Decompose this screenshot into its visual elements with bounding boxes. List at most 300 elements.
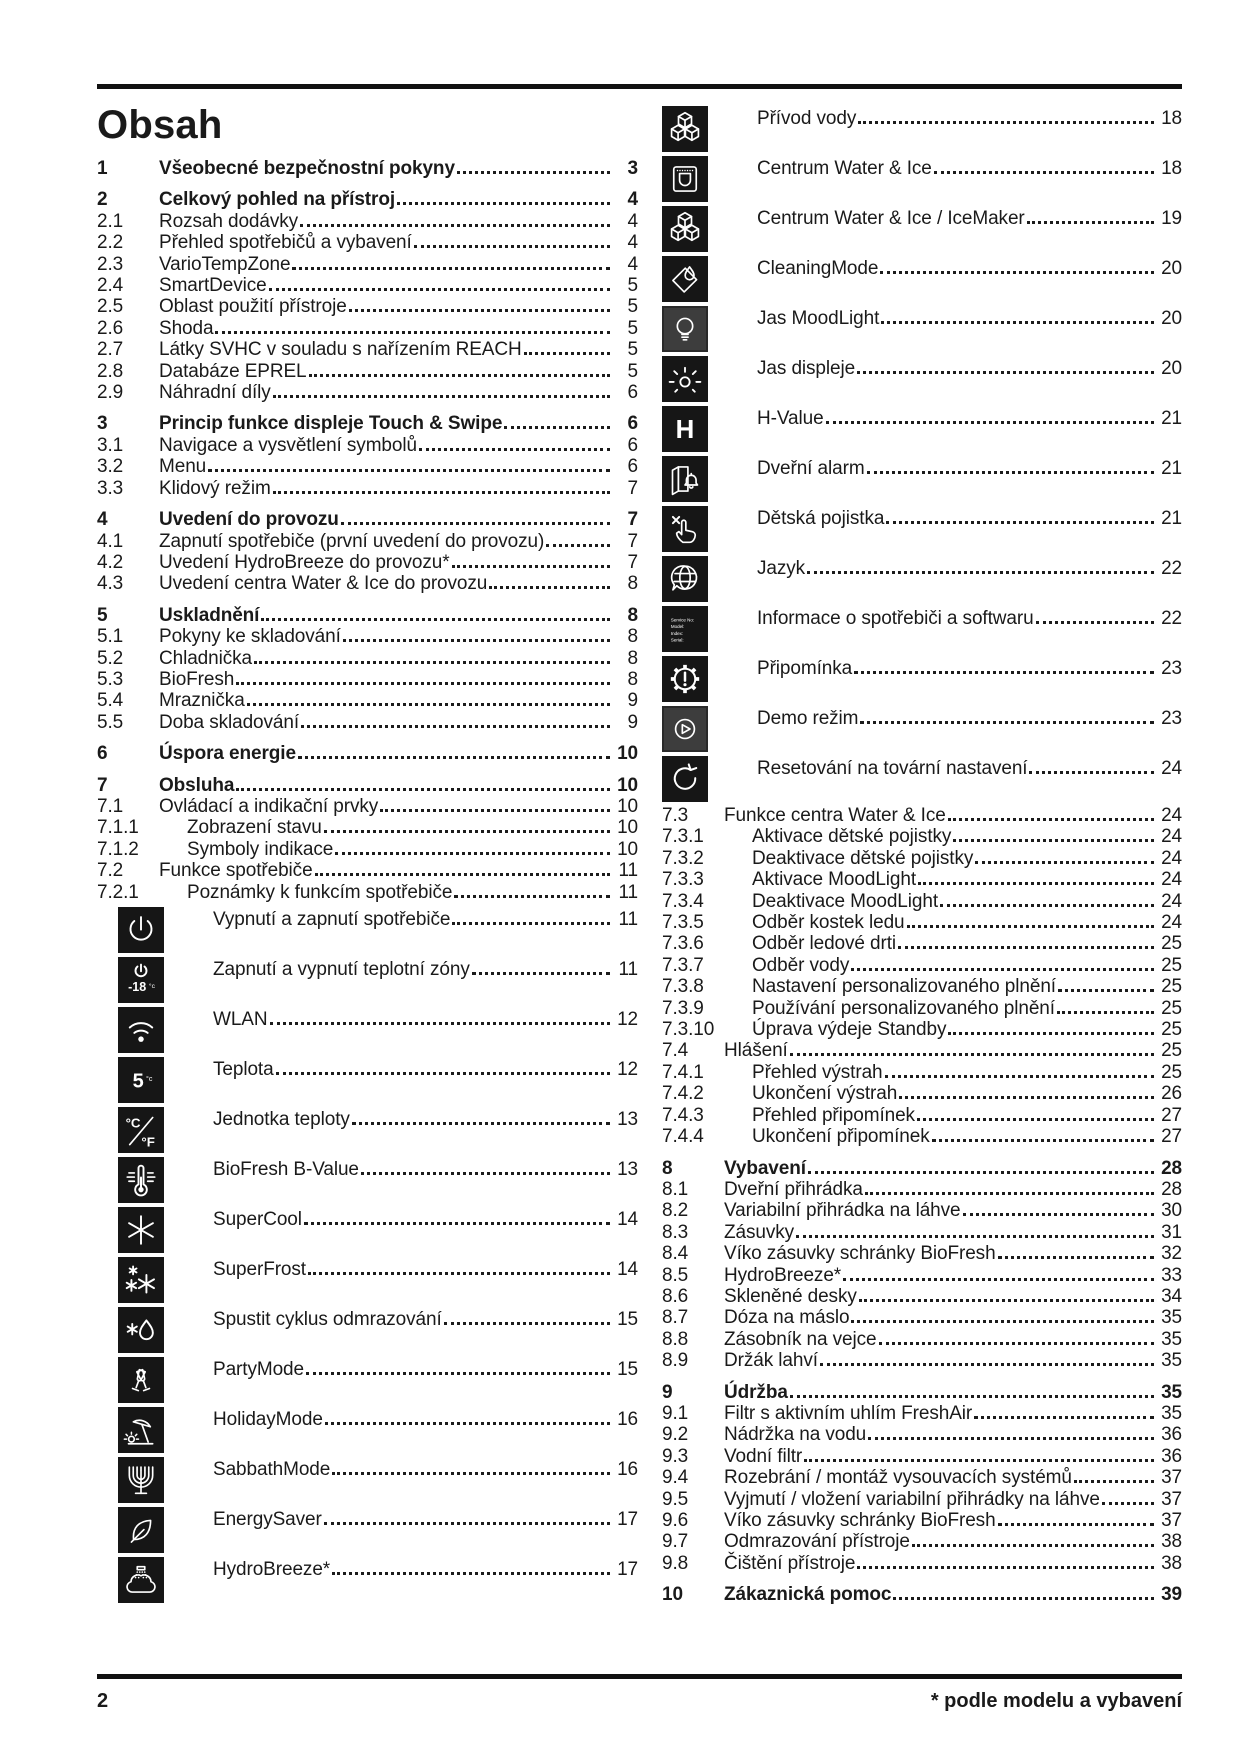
toc-section-row[interactable] (662, 1382, 1182, 1403)
toc-label: Nádržka na vodu (724, 1424, 867, 1446)
toc-icon-row[interactable] (97, 1007, 638, 1053)
toc-entry-row[interactable] (97, 860, 638, 881)
toc-section-number: 7.4 (662, 1040, 689, 1062)
toc-label: Úprava výdeje Standby (752, 1019, 947, 1041)
language-icon (662, 556, 708, 602)
toc-leader-dots (808, 1171, 1154, 1174)
toc-page-number: 10 (617, 838, 638, 860)
toc-page-number: 8 (627, 604, 638, 626)
toc-icon-row[interactable] (662, 556, 1182, 602)
toc-leader-dots (300, 224, 610, 227)
toc-label: Funkce centra Water & Ice (724, 805, 946, 826)
toc-entry-row[interactable] (662, 1105, 1182, 1126)
toc-leader-dots (912, 1544, 1154, 1547)
toc-entry-row[interactable] (97, 690, 638, 711)
toc-leader-dots (343, 639, 610, 642)
toc-leader-dots (298, 756, 610, 759)
toc-icon-row-line (757, 558, 1182, 579)
toc-label: Zásuvky (724, 1221, 795, 1243)
toc-page-number: 38 (1161, 1531, 1182, 1553)
toc-icon-row-line (757, 308, 1182, 329)
toc-label: Ukončení výstrah (752, 1083, 898, 1105)
toc-entry-row[interactable] (662, 1350, 1182, 1371)
toc-page-number: 14 (617, 1209, 638, 1230)
toc-entry-row[interactable] (97, 254, 638, 275)
toc-entry-row[interactable] (97, 882, 638, 903)
toc-entry-row[interactable] (97, 435, 638, 456)
toc-entry-row[interactable] (662, 848, 1182, 869)
toc-label: Teplota (213, 1059, 274, 1080)
cleaningmode-icon (662, 256, 708, 302)
toc-entry-row[interactable] (662, 976, 1182, 997)
toc-section-number: 3.1 (97, 434, 124, 456)
toc-label: VarioTempZone (159, 253, 291, 275)
toc-entry-row[interactable] (97, 339, 638, 360)
toc-entry-row[interactable] (662, 1446, 1182, 1467)
toc-section-number: 2.4 (97, 275, 124, 297)
toc-label: Přehled výstrah (752, 1061, 883, 1083)
toc-page-number: 25 (1161, 1040, 1182, 1062)
toc-section-number: 2.3 (97, 253, 124, 275)
toc-leader-dots (454, 895, 610, 898)
toc-leader-dots (948, 818, 1154, 821)
toc-entry-row[interactable] (97, 712, 638, 733)
toc-section-number: 3 (97, 413, 108, 435)
toc-icon-row[interactable] (97, 1307, 638, 1353)
toc-section-number: 5.5 (97, 711, 124, 733)
toc-entry-row[interactable] (662, 1126, 1182, 1147)
toc-leader-dots (254, 661, 610, 664)
toc-section-number: 9.6 (662, 1510, 689, 1531)
toc-label: Vybavení (724, 1157, 806, 1179)
toc-label: Oblast použití přístroje (159, 296, 347, 318)
toc-label: H-Value (757, 408, 824, 429)
toc-entry-row[interactable] (662, 1222, 1182, 1243)
toc-page-number: 39 (1161, 1584, 1182, 1606)
toc-entry-row[interactable] (662, 891, 1182, 912)
toc-leader-dots (361, 1172, 610, 1175)
toc-page-number: 6 (627, 434, 638, 456)
toc-leader-dots (270, 1022, 611, 1025)
superfrost-icon (118, 1257, 164, 1303)
toc-page-number: 27 (1161, 1126, 1182, 1148)
toc-leader-dots (208, 469, 610, 472)
toc-page-number: 35 (1161, 1307, 1182, 1329)
temperature-icon (118, 1057, 164, 1103)
toc-label: Jednotka teploty (213, 1109, 350, 1130)
toc-page-number: 28 (1161, 1157, 1182, 1179)
toc-page-number: 6 (627, 382, 638, 404)
toc-entry-row[interactable] (662, 869, 1182, 890)
toc-entry-row[interactable] (662, 1019, 1182, 1040)
toc-section-number: 9.7 (662, 1531, 689, 1553)
toc-icon-row-line (757, 608, 1182, 629)
page-footer (97, 1674, 1182, 1713)
toc-icon-row[interactable] (662, 506, 1182, 552)
toc-page-number: 8 (627, 647, 638, 669)
toc-label: Chladnička (159, 647, 252, 669)
toc-leader-dots (325, 1422, 610, 1425)
toc-label: Resetování na tovární nastavení (757, 758, 1028, 779)
toc-label: Odběr kostek ledu (752, 912, 905, 934)
toc-entry-row[interactable] (662, 1243, 1182, 1264)
toc-section-number: 3.3 (97, 477, 124, 499)
toc-icon-row-line (757, 108, 1182, 129)
toc-page-number: 25 (1161, 976, 1182, 998)
toc-entry-row[interactable] (97, 318, 638, 339)
toc-section-number: 2.1 (97, 210, 124, 232)
toc-leader-dots (917, 1118, 1154, 1121)
toc-page-number: 21 (1161, 458, 1182, 479)
toc-icon-row-line (213, 1259, 638, 1280)
toc-leader-dots (851, 1320, 1154, 1323)
svg-text:5: 5 (132, 1070, 144, 1093)
toc-section-row[interactable] (662, 1584, 1182, 1605)
toc-section-number: 7.3.1 (662, 826, 704, 848)
toc-page-number: 5 (627, 339, 638, 361)
toc-page-number: 30 (1161, 1200, 1182, 1222)
toc-entry-row[interactable] (662, 1403, 1182, 1424)
toc-entry-row[interactable] (662, 1489, 1182, 1510)
toc-label: Rozsah dodávky (159, 210, 299, 232)
toc-label: Deaktivace dětské pojistky (752, 847, 974, 869)
toc-entry-row[interactable] (662, 1179, 1182, 1200)
toc-page-number: 22 (1161, 608, 1182, 629)
toc-section-number: 8 (662, 1157, 673, 1179)
toc-entry-row[interactable] (97, 626, 638, 647)
toc-page-number: 13 (617, 1109, 638, 1130)
toc-column-right (662, 89, 1182, 1606)
toc-entry-row[interactable] (662, 1200, 1182, 1221)
toc-label: Přehled spotřebičů a vybavení (159, 232, 412, 254)
toc-icon-row[interactable] (97, 1507, 638, 1553)
reminder-icon (662, 656, 708, 702)
toc-leader-dots (899, 1096, 1154, 1099)
toc-icon-row[interactable] (662, 656, 1182, 702)
toc-icon-row[interactable] (662, 406, 1182, 452)
toc-leader-dots (804, 1459, 1154, 1462)
toc-page-number: 16 (617, 1409, 638, 1430)
toc-leader-dots (349, 309, 610, 312)
toc-page-number: 22 (1161, 558, 1182, 579)
toc-column-left (97, 89, 638, 1606)
toc-page-number: 37 (1161, 1467, 1182, 1489)
toc-leader-dots (489, 586, 610, 589)
toc-label: Víko zásuvky schránky BioFresh (724, 1243, 996, 1265)
toc-section-number: 2.2 (97, 232, 124, 254)
supercool-icon (118, 1207, 164, 1253)
toc-icon-row-line (757, 158, 1182, 179)
toc-section-row[interactable] (97, 743, 638, 764)
toc-label: Jazyk (757, 558, 806, 579)
toc-label: Shoda (159, 317, 214, 339)
toc-label: Odmrazování přístroje (724, 1531, 910, 1553)
toc-icon-row[interactable] (97, 907, 638, 953)
toc-leader-dots (1058, 989, 1154, 992)
toc-section-number: 5.4 (97, 690, 124, 712)
toc-label: Uvedení centra Water & Ice do provozu (159, 573, 488, 595)
toc-entry-row[interactable] (97, 478, 638, 499)
toc-label: EnergySaver (213, 1509, 322, 1530)
toc-leader-dots (335, 852, 610, 855)
toc-leader-dots (898, 946, 1154, 949)
toc-icon-row[interactable] (97, 1057, 638, 1103)
toc-page-number: 20 (1161, 308, 1182, 329)
toc-label: Ukončení připomínek (752, 1126, 930, 1148)
toc-icon-row[interactable] (662, 106, 1182, 152)
toc-columns (97, 89, 1182, 1606)
toc-entry-row[interactable] (662, 1467, 1182, 1488)
toc-entry-row[interactable] (662, 933, 1182, 954)
toc-section-number: 7.3.9 (662, 997, 704, 1019)
toc-icon-row[interactable] (662, 156, 1182, 202)
toc-icon-row-line (757, 358, 1182, 379)
toc-entry-row[interactable] (97, 573, 638, 594)
toc-section-number: 2.6 (97, 317, 124, 339)
toc-icon-row[interactable] (97, 957, 638, 1003)
toc-page-number: 21 (1161, 508, 1182, 529)
toc-section-number: 8.2 (662, 1200, 689, 1222)
toc-icon-row[interactable] (97, 1457, 638, 1503)
toc-label: Pokyny ke skladování (159, 626, 341, 648)
toc-entry-row[interactable] (662, 805, 1182, 826)
toc-label: Navigace a vysvětlení symbolů (159, 434, 417, 456)
toc-entry-row[interactable] (662, 1424, 1182, 1445)
toc-label: Jas MoodLight (757, 308, 880, 329)
toc-label: Zapnutí a vypnutí teplotní zóny (213, 959, 470, 980)
child-lock-icon (662, 506, 708, 552)
toc-icon-row[interactable] (97, 1257, 638, 1303)
toc-label: WLAN (213, 1009, 268, 1030)
toc-entry-row[interactable] (97, 382, 638, 403)
toc-section-row[interactable] (97, 509, 638, 530)
toc-icon-row[interactable] (97, 1357, 638, 1403)
toc-leader-dots (796, 1235, 1154, 1238)
toc-section-number: 9.5 (662, 1488, 689, 1510)
toc-page-number: 13 (617, 1159, 638, 1180)
toc-label: Rozebrání / montáž vysouvacích systémů (724, 1467, 1072, 1489)
toc-leader-dots (504, 426, 610, 429)
toc-section-row[interactable] (97, 189, 638, 210)
toc-page-number: 25 (1161, 954, 1182, 976)
toc-entry-row[interactable] (662, 1286, 1182, 1307)
defrost-cycle-icon (118, 1307, 164, 1353)
toc-page-number: 37 (1161, 1488, 1182, 1510)
sabbathmode-icon (118, 1457, 164, 1503)
svg-text:-18: -18 (128, 979, 147, 994)
toc-label: BioFresh B-Value (213, 1159, 359, 1180)
toc-leader-dots (860, 721, 1154, 724)
toc-entry-row[interactable] (662, 1265, 1182, 1286)
toc-leader-dots (236, 682, 610, 685)
toc-leader-dots (879, 1342, 1155, 1345)
toc-section-row[interactable] (662, 1158, 1182, 1179)
toc-entry-row[interactable] (97, 211, 638, 232)
toc-label: Poznámky k funkcím spotřebiče (187, 881, 453, 903)
toc-leader-dots (975, 861, 1154, 864)
factory-reset-icon (662, 756, 708, 802)
toc-leader-dots (858, 121, 1154, 124)
toc-label: Databáze EPREL (159, 360, 307, 382)
toc-label: Obsluha (159, 774, 235, 796)
toc-page-number: 4 (627, 253, 638, 275)
toc-page-number: 31 (1161, 1221, 1182, 1243)
toc-entry-row[interactable] (662, 1553, 1182, 1574)
toc-page-number: 4 (627, 232, 638, 254)
toc-entry-row[interactable] (97, 232, 638, 253)
biofresh-bvalue-icon (118, 1157, 164, 1203)
toc-section-number: 7.3.3 (662, 869, 704, 891)
toc-leader-dots (273, 491, 610, 494)
door-alarm-icon (662, 456, 708, 502)
toc-entry-row[interactable] (662, 1062, 1182, 1083)
demo-mode-icon (662, 706, 708, 752)
toc-label: Připomínka (757, 658, 853, 679)
toc-entry-row[interactable] (97, 552, 638, 573)
toc-section-number: 1 (97, 158, 108, 179)
toc-page-number: 4 (627, 189, 638, 211)
toc-section-row[interactable] (97, 775, 638, 796)
toc-section-number: 2.7 (97, 339, 124, 361)
toc-section-number: 9.8 (662, 1552, 689, 1574)
toc-label: Aktivace MoodLight (752, 869, 917, 891)
toc-entry-row[interactable] (662, 1329, 1182, 1350)
toc-entry-row[interactable] (97, 456, 638, 477)
toc-section-number: 8.5 (662, 1264, 689, 1286)
toc-entry-row[interactable] (97, 839, 638, 860)
toc-label: Přehled připomínek (752, 1104, 915, 1126)
svg-text:Serial:: Serial: (670, 637, 684, 643)
toc-icon-row[interactable] (662, 456, 1182, 502)
toc-icon-row-line (213, 1159, 638, 1180)
toc-leader-dots (380, 809, 610, 812)
toc-entry-row[interactable] (662, 1083, 1182, 1104)
toc-leader-dots (963, 1213, 1154, 1216)
toc-icon-row[interactable] (97, 1157, 638, 1203)
toc-section-number: 8.8 (662, 1328, 689, 1350)
toc-section-number: 7.3.7 (662, 954, 704, 976)
toc-icon-row-line (757, 758, 1182, 779)
toc-icon-row-line (213, 1409, 638, 1430)
toc-leader-dots (341, 522, 610, 525)
toc-label: Všeobecné bezpečnostní pokyny (159, 158, 455, 179)
toc-icon-row[interactable] (662, 356, 1182, 402)
toc-entry-row[interactable] (662, 912, 1182, 933)
toc-entry-row[interactable] (97, 796, 638, 817)
toc-section-number: 7.3.6 (662, 933, 704, 955)
toc-entry-row[interactable] (97, 531, 638, 552)
toc-label: Skleněné desky (724, 1285, 857, 1307)
toc-section-row[interactable] (97, 413, 638, 434)
toc-icon-row-line (757, 708, 1182, 729)
toc-leader-dots (857, 1566, 1154, 1569)
toc-icon-row[interactable] (662, 706, 1182, 752)
toc-label: Hlášení (724, 1040, 788, 1062)
toc-icon-row-line (213, 1209, 638, 1230)
toc-section-row[interactable] (97, 605, 638, 626)
toc-leader-dots (826, 421, 1154, 424)
toc-icon-row[interactable] (662, 306, 1182, 352)
toc-section-number: 7.1 (97, 795, 124, 817)
toc-section-number: 2.9 (97, 382, 124, 404)
toc-page-number: 17 (617, 1509, 638, 1530)
toc-page-number: 10 (617, 817, 638, 839)
toc-page-number: 20 (1161, 258, 1182, 279)
toc-label: Látky SVHC v souladu s nařízením REACH (159, 339, 522, 361)
toc-page-number: 36 (1161, 1424, 1182, 1446)
toc-leader-dots (854, 671, 1154, 674)
toc-icon-row-line (213, 1309, 638, 1330)
toc-section-row[interactable] (97, 158, 638, 179)
toc-icon-row[interactable] (662, 756, 1182, 802)
toc-section-number: 7.4.4 (662, 1126, 704, 1148)
toc-icon-row[interactable] (97, 1107, 638, 1153)
toc-icon-row[interactable] (662, 606, 1182, 652)
toc-page-number: 5 (627, 317, 638, 339)
toc-icon-row[interactable] (662, 256, 1182, 302)
toc-leader-dots (790, 1395, 1154, 1398)
toc-page-number: 20 (1161, 358, 1182, 379)
toc-section-number: 7.4.2 (662, 1083, 704, 1105)
toc-icon-row-line (213, 1359, 638, 1380)
toc-section-number: 8.3 (662, 1221, 689, 1243)
toc-section-number: 7 (97, 774, 108, 796)
toc-icon-row-line (757, 208, 1182, 229)
toc-entry-row[interactable] (97, 669, 638, 690)
toc-leader-dots (292, 267, 610, 270)
toc-page-number: 5 (627, 360, 638, 382)
toc-entry-row[interactable] (662, 1510, 1182, 1531)
toc-section-number: 4.3 (97, 573, 124, 595)
toc-page-number: 19 (1161, 208, 1182, 229)
toc-leader-dots (397, 202, 610, 205)
toc-entry-row[interactable] (662, 998, 1182, 1019)
toc-entry-row[interactable] (662, 826, 1182, 847)
wifi-icon (118, 1007, 164, 1053)
toc-entry-row[interactable] (662, 1531, 1182, 1552)
toc-leader-dots (1029, 771, 1154, 774)
toc-icon-row[interactable] (97, 1557, 638, 1603)
toc-icon-row[interactable] (662, 206, 1182, 252)
toc-page-number: 38 (1161, 1552, 1182, 1574)
toc-entry-row[interactable] (662, 1307, 1182, 1328)
toc-leader-dots (974, 1416, 1154, 1419)
toc-entry-row[interactable] (97, 275, 638, 296)
toc-label: Uskladnění (159, 604, 260, 626)
toc-icon-row-line (213, 1109, 638, 1130)
toc-entry-row[interactable] (97, 296, 638, 317)
toc-section-number: 5 (97, 604, 108, 626)
toc-entry-row[interactable] (97, 648, 638, 669)
toc-icon-row-line (213, 909, 638, 930)
toc-page-number: 27 (1161, 1104, 1182, 1126)
toc-page-number: 12 (617, 1059, 638, 1080)
toc-icon-row[interactable] (97, 1207, 638, 1253)
toc-entry-row[interactable] (662, 955, 1182, 976)
toc-icon-row-line (213, 1459, 638, 1480)
toc-entry-row[interactable] (97, 361, 638, 382)
ice-cubes-icon (662, 106, 708, 152)
toc-entry-row[interactable] (97, 817, 638, 838)
toc-entry-row[interactable] (662, 1040, 1182, 1061)
toc-leader-dots (881, 321, 1154, 324)
toc-icon-row[interactable] (97, 1407, 638, 1453)
toc-label: Menu (159, 456, 207, 478)
toc-page-number: 32 (1161, 1243, 1182, 1265)
toc-leader-dots (859, 1299, 1154, 1302)
toc-leader-dots (414, 245, 610, 248)
toc-leader-dots (472, 972, 610, 975)
